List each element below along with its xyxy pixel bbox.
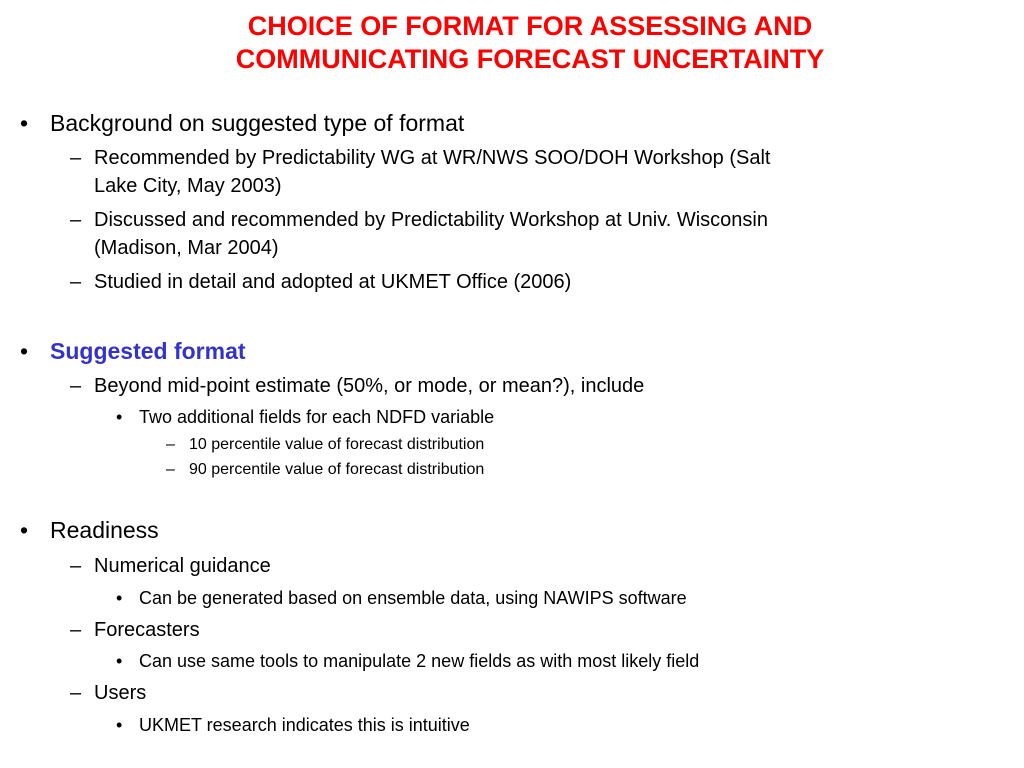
background-item-3: Studied in detail and adopted at UKMET Office (2006) [94,271,572,293]
title-line-2: COMMUNICATING FORECAST UNCERTAINTY [235,44,825,74]
bullet-marker: • [20,517,29,543]
readiness-group-1-label: Numerical guidance [94,555,271,577]
bullet-marker: • [20,110,29,136]
dash-marker: – [70,209,82,231]
dash-marker: – [70,619,82,641]
readiness-group-3-detail: UKMET research indicates this is intuitive [139,715,470,735]
suggested-heading: Suggested format [50,338,246,364]
dash-marker: – [70,271,82,293]
readiness-group-3-label: Users [94,682,147,704]
title-line-1: CHOICE OF FORMAT FOR ASSESSING AND [247,11,813,41]
bullet-marker: • [116,715,123,735]
suggested-detail-2: 90 percentile value of forecast distribution [189,461,485,478]
bullet-marker: • [116,588,123,608]
background-item-2-line-1: Discussed and recommended by Predictability Workshop at Univ. Wisconsin [94,209,768,231]
background-item-2-line-2: (Madison, Mar 2004) [94,237,279,259]
dash-marker: – [70,682,82,704]
dash-marker: – [70,555,82,577]
readiness-group-2-label: Forecasters [94,619,200,641]
bullet-marker: • [116,407,123,427]
dash-marker: – [70,147,82,169]
slide-title [150,10,910,76]
dash-marker: – [166,461,175,478]
readiness-heading: Readiness [50,517,159,543]
suggested-subitem: Two additional fields for each NDFD variable [139,407,495,427]
readiness-group-1-detail: Can be generated based on ensemble data, using NAWIPS software [139,588,687,608]
suggested-item: Beyond mid-point estimate (50%, or mode, or mean?), include [94,375,645,397]
background-item-1-line-1: Recommended by Predictability WG at WR/NWS SOO/DOH Workshop (Salt [94,147,771,169]
background-heading: Background on suggested type of format [50,110,465,136]
readiness-group-2-detail: Can use same tools to manipulate 2 new fields as with most likely field [139,651,700,671]
dash-marker: – [166,436,175,453]
suggested-detail-1: 10 percentile value of forecast distribution [189,436,485,453]
bullet-marker: • [20,338,29,364]
bullet-marker: • [116,651,123,671]
background-item-1-line-2: Lake City, May 2003) [94,175,282,197]
dash-marker: – [70,375,82,397]
